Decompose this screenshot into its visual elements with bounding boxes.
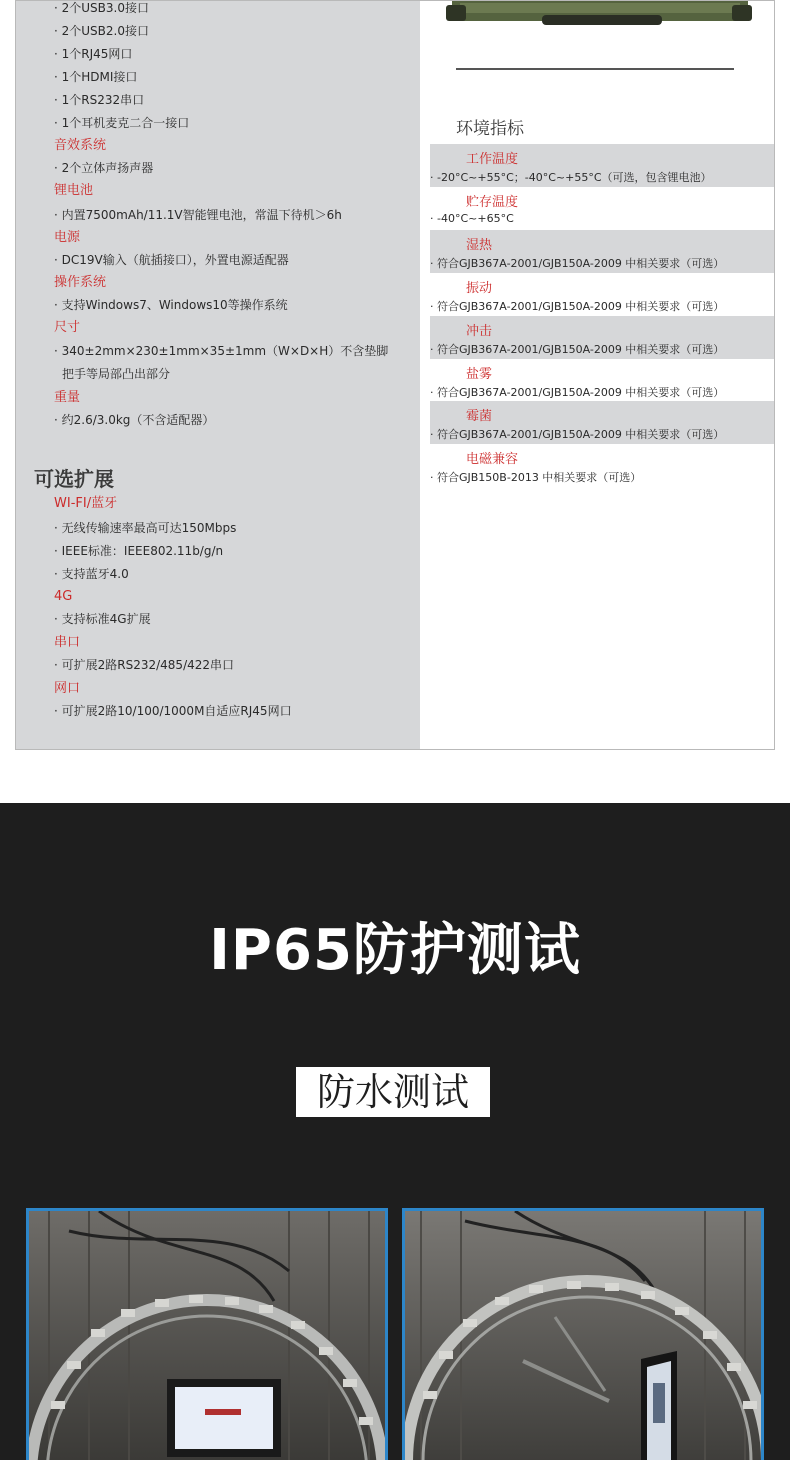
spec-line: · 1个耳机麦克二合一接口 — [54, 116, 190, 130]
env-line: · 符合GJB367A-2001/GJB150A-2009 中相关要求（可选） — [430, 428, 725, 441]
env-heading: 振动 — [466, 281, 493, 296]
spec-line: · 2个USB2.0接口 — [54, 24, 149, 38]
env-line: · 符合GJB150B-2013 中相关要求（可选） — [430, 471, 642, 484]
spec-line: · 1个HDMI接口 — [54, 70, 138, 84]
spec-line: · IEEE标准：IEEE802.11b/g/n — [54, 544, 224, 558]
env-row-salt-fog — [430, 359, 775, 402]
env-row-emc — [430, 444, 775, 487]
env-line: · -20°C~+55°C；-40°C~+55°C（可选，包含锂电池） — [430, 171, 712, 184]
spec-line: · 可扩展2路RS232/485/422串口 — [54, 658, 235, 672]
env-line: · 符合GJB367A-2001/GJB150A-2009 中相关要求（可选） — [430, 343, 725, 356]
env-heading: 贮存温度 — [466, 195, 519, 210]
spec-line: · 1个RS232串口 — [54, 93, 145, 107]
spec-heading-os: 操作系统 — [54, 275, 107, 290]
spec-heading-serial: 串口 — [54, 635, 81, 650]
spec-line: · 支持Windows7、Windows10等操作系统 — [54, 298, 288, 312]
spec-heading-lan: 网口 — [54, 681, 81, 696]
rugged-laptop-image — [446, 1, 752, 27]
env-line: · 符合GJB367A-2001/GJB150A-2009 中相关要求（可选） — [430, 300, 725, 313]
spec-heading-4g: 4G — [54, 589, 73, 604]
waterproof-test-photo-left — [26, 1208, 388, 1460]
spec-heading-weight: 重量 — [54, 390, 81, 405]
spec-line: · DC19V输入（航插接口），外置电源适配器 — [54, 253, 289, 267]
env-line: · -40°C~+65°C — [430, 212, 514, 225]
env-row-shock — [430, 316, 775, 359]
env-heading: 电磁兼容 — [466, 452, 519, 467]
divider — [456, 68, 734, 70]
spec-heading-wifi: WI-FI/蓝牙 — [54, 496, 118, 511]
ip65-title: IP65防护测试 — [209, 918, 581, 983]
waterproof-test-badge: 防水测试 — [296, 1067, 490, 1117]
spec-heading-audio: 音效系统 — [54, 138, 107, 153]
spec-line: · 支持蓝牙4.0 — [54, 567, 129, 581]
spec-heading-battery: 锂电池 — [54, 183, 94, 198]
spec-line: · 可扩展2路10/100/1000M自适应RJ45网口 — [54, 704, 292, 718]
env-row-vibration — [430, 273, 775, 316]
spec-left-column — [16, 1, 420, 750]
env-line: · 符合GJB367A-2001/GJB150A-2009 中相关要求（可选） — [430, 257, 725, 270]
optional-expansion-title: 可选扩展 — [34, 467, 114, 491]
env-heading: 冲击 — [466, 324, 493, 339]
spec-heading-size: 尺寸 — [54, 320, 81, 335]
env-row-mold — [430, 401, 775, 444]
spec-line: · 无线传输速率最高可达150Mbps — [54, 521, 237, 535]
ip65-section — [0, 803, 790, 1460]
env-heading: 霉菌 — [466, 409, 493, 424]
env-line: · 符合GJB367A-2001/GJB150A-2009 中相关要求（可选） — [430, 386, 725, 399]
env-row-humidity — [430, 230, 775, 273]
environment-title: 环境指标 — [456, 119, 524, 139]
env-heading: 盐雾 — [466, 367, 493, 382]
spec-line: · 2个USB3.0接口 — [54, 1, 149, 15]
spec-card — [15, 0, 775, 750]
env-heading: 湿热 — [466, 238, 493, 253]
env-heading: 工作温度 — [466, 152, 519, 167]
spec-line: 把手等局部凸出部分 — [62, 367, 171, 381]
env-row-operating-temp — [430, 144, 775, 187]
spec-heading-power: 电源 — [54, 230, 81, 245]
spec-line: · 1个RJ45网口 — [54, 47, 133, 61]
spec-right-column — [420, 1, 775, 750]
spec-line: · 2个立体声扬声器 — [54, 161, 154, 175]
spec-line: · 内置7500mAh/11.1V智能锂电池，常温下待机＞6h — [54, 208, 342, 222]
waterproof-test-photo-right — [402, 1208, 764, 1460]
env-row-storage-temp — [430, 187, 775, 230]
spec-line: · 约2.6/3.0kg（不含适配器） — [54, 413, 215, 427]
spec-line: · 支持标准4G扩展 — [54, 612, 151, 626]
spec-line: · 340±2mm×230±1mm×35±1mm（W×D×H）不含垫脚 — [54, 344, 389, 358]
